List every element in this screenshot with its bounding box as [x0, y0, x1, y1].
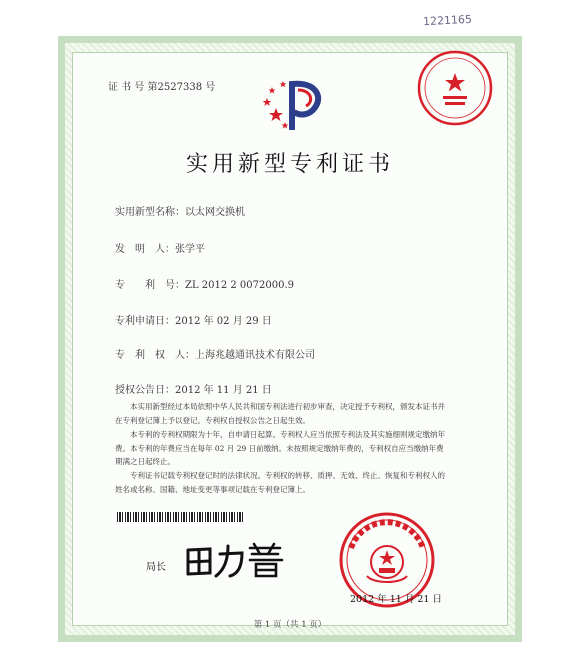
barcode: [117, 512, 245, 522]
field-label: 专 利 号：: [115, 280, 185, 291]
handwritten-note: 1221165: [422, 12, 473, 29]
paragraph-grant: 本实用新型经过本局依照中华人民共和国专利法进行初步审查，决定授予专利权，颁发本证书并在专利登记簿上予以登记。专利权自授权公告之日起生效。: [115, 402, 445, 425]
field-value: 上海兆越通讯技术有限公司: [195, 350, 315, 361]
field-value: ZL 2012 2 0072000.9: [185, 280, 295, 291]
seal-date: 2012 年 11 月 21 日: [350, 594, 442, 605]
field-value: 2012 年 02 月 29 日: [175, 316, 272, 327]
field-value: 以太网交换机: [185, 207, 245, 218]
field-utility-model-name: [115, 203, 245, 218]
patent-office-seal-icon: [415, 48, 495, 128]
page-number: 第 1 页（共 1 页）: [253, 620, 327, 630]
field-label: 实用新型名称：: [115, 207, 185, 218]
director-signature-icon: [180, 540, 290, 580]
certificate-number: 证 书 号 第2527338 号: [108, 82, 216, 93]
field-label: 专 利 权 人：: [115, 350, 195, 361]
paragraph-legal-status: 专利证书记载专利权登记时的法律状况。专利权的转移、质押、无效、终止、恢复和专利权人的姓名或名称、国籍、地址变更等事项记载在专利登记簿上。: [115, 471, 445, 494]
field-patent-number: [115, 276, 294, 291]
field-value: 2012 年 11 月 21 日: [175, 385, 272, 396]
field-grant-date: [115, 381, 272, 396]
field-label: 发 明 人：: [115, 244, 175, 255]
field-patentee: [115, 346, 315, 361]
field-inventor: [115, 240, 205, 255]
director-label: 局长: [146, 562, 166, 573]
patent-office-logo-icon: [258, 78, 328, 134]
paragraph-term: 本专利的专利权期限为十年，自申请日起算。专利权人应当依照专利法及其实施细则规定缴纳年费。本专利的年费应当在每年 02 月 29 日前缴纳。未按照规定缴纳年费的，专利权自应当缴纳年费期满之日起终止。: [115, 430, 445, 466]
field-label: 专利申请日：: [115, 316, 175, 327]
certificate-title: 实用新型专利证书: [185, 152, 394, 177]
field-label: 授权公告日：: [115, 385, 175, 396]
certificate-panel: [72, 52, 508, 626]
field-application-date: [115, 312, 272, 327]
field-value: 张学平: [175, 244, 205, 255]
